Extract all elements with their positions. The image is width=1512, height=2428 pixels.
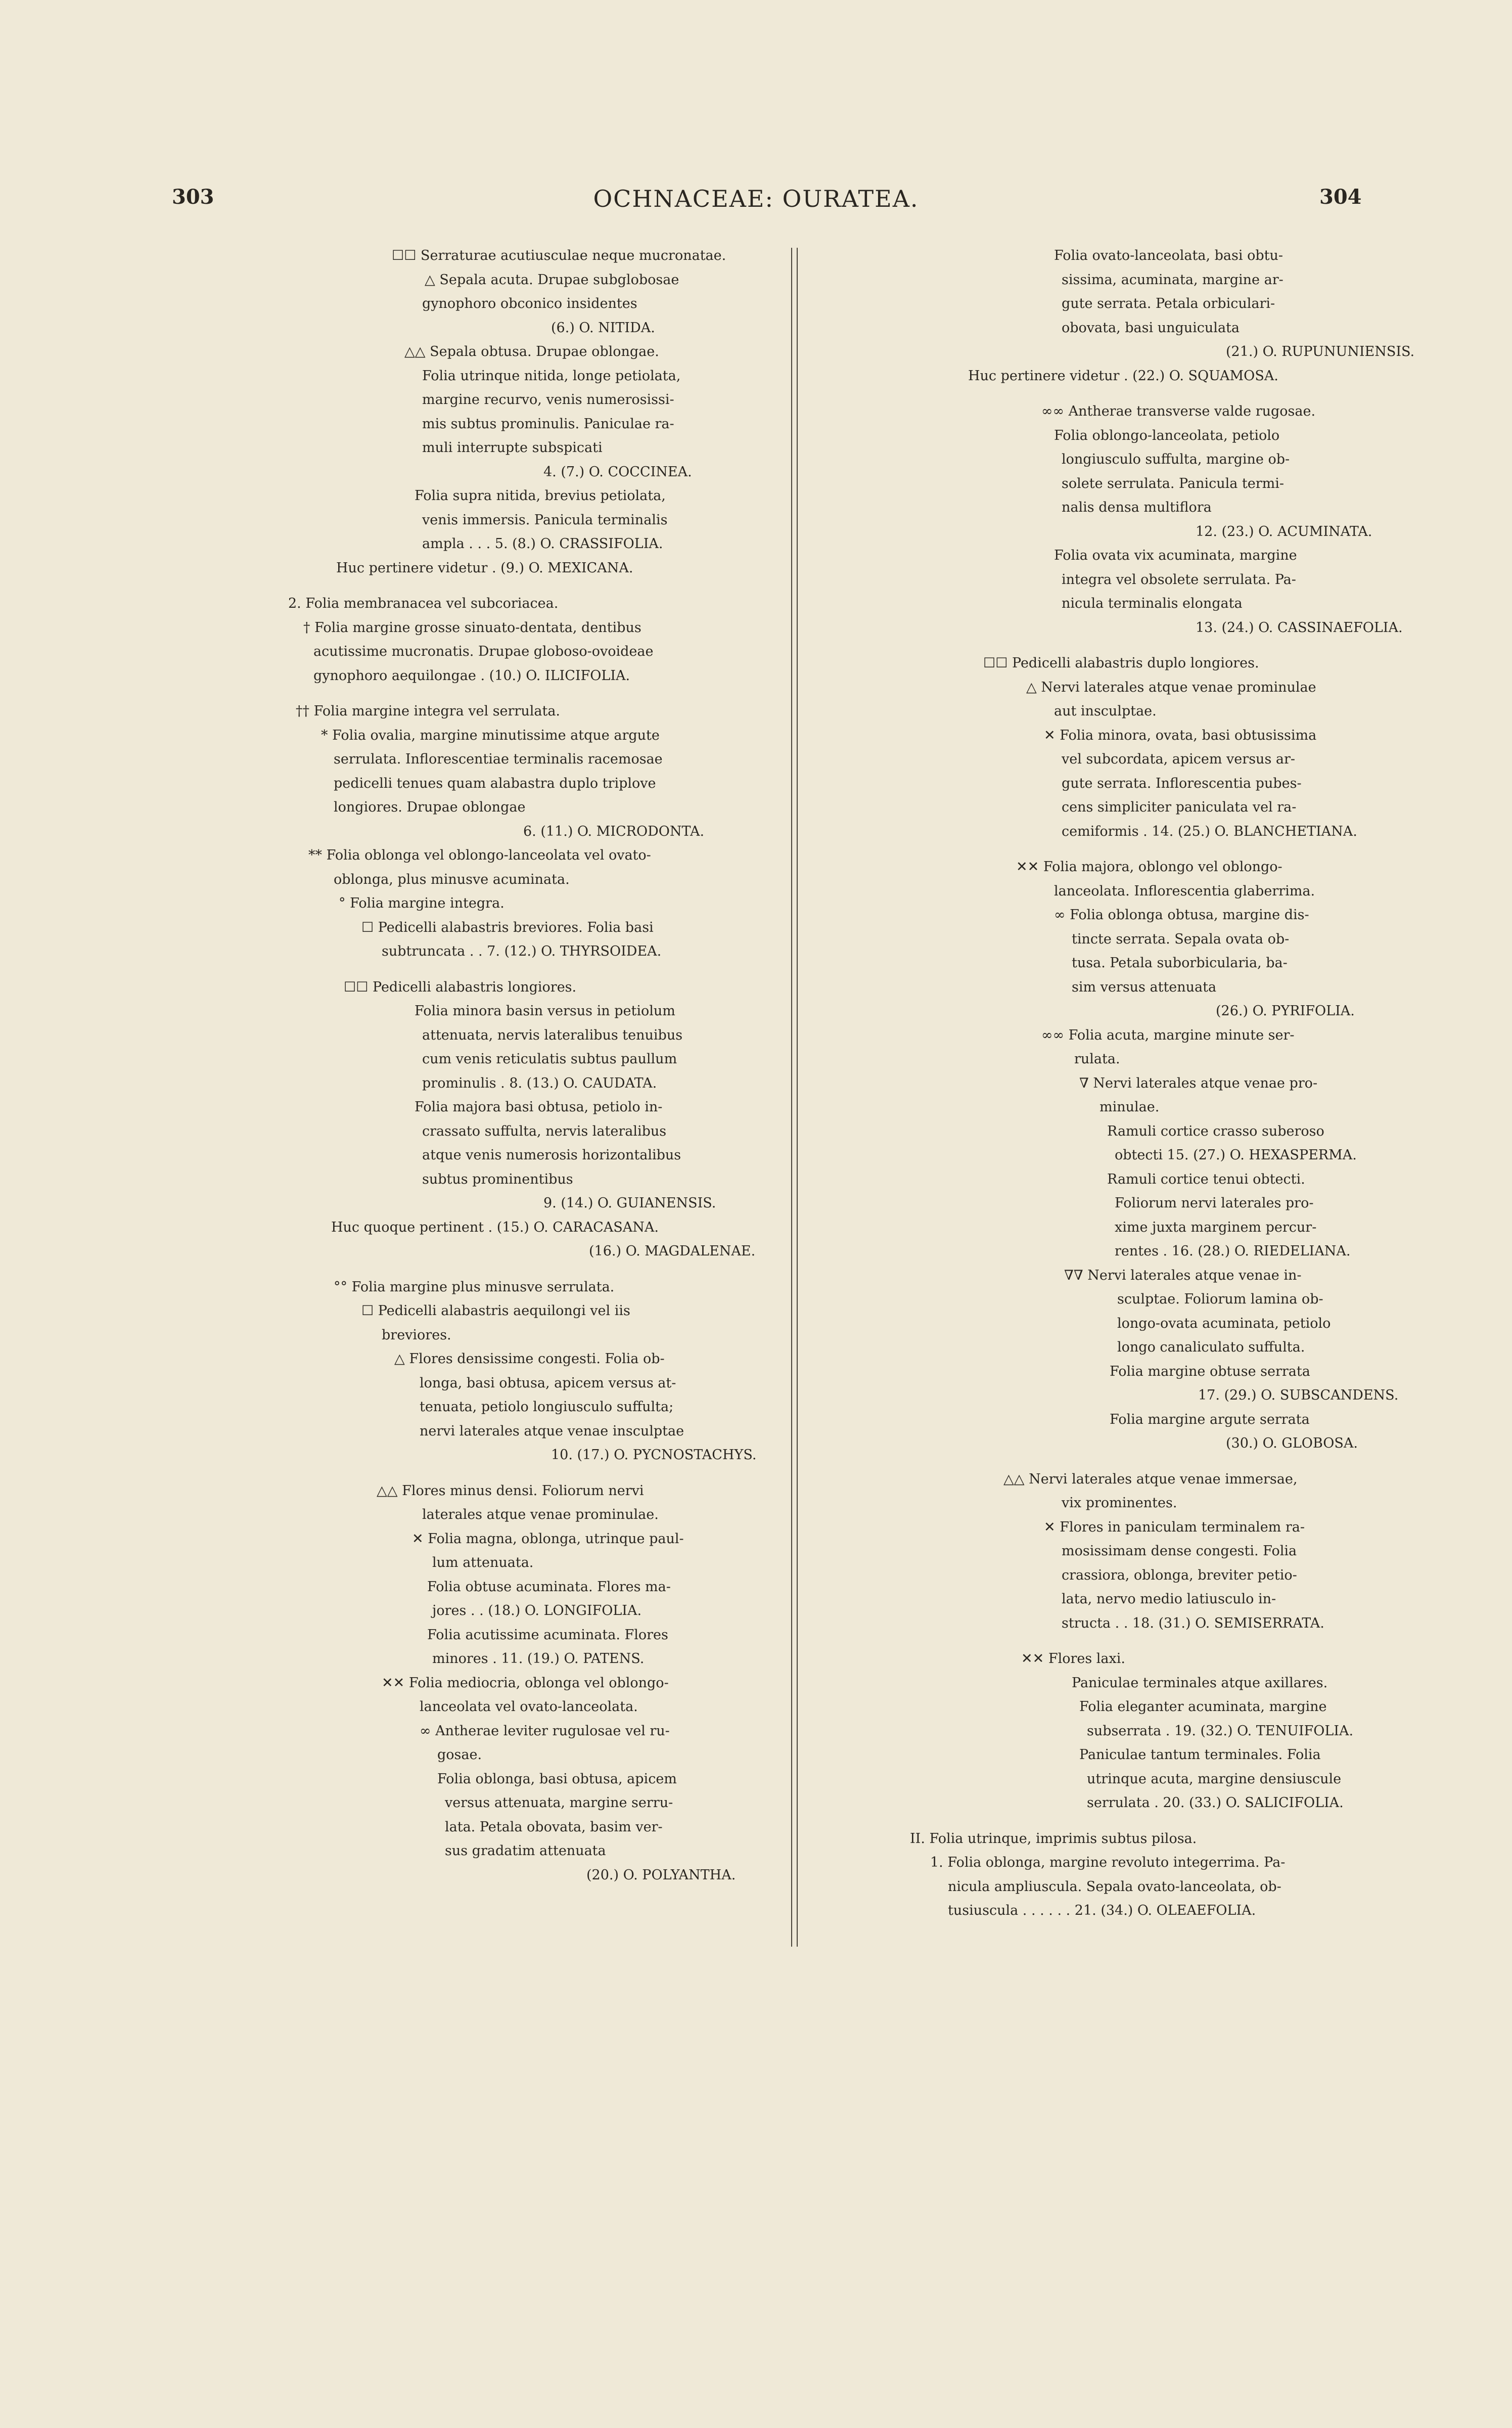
text-line: lanceolata vel ovato-lanceolata. [420, 1699, 638, 1715]
text-line: sim versus attenuata [1072, 979, 1217, 995]
text-line: minores . 11. (19.) O. PATENS. [432, 1651, 645, 1667]
text-line: * Folia ovalia, margine minutissime atque argute [321, 727, 660, 743]
text-line: Foliorum nervi laterales pro- [1115, 1195, 1314, 1211]
text-line: ☐☐ Serraturae acutiusculae neque mucronatae. [392, 248, 726, 263]
text-line: vel subcordata, apicem versus ar- [1062, 751, 1296, 767]
text-line: gute serrata. Petala orbiculari- [1062, 296, 1275, 311]
text-line: Folia majora basi obtusa, petiolo in- [415, 1099, 663, 1115]
text-line: venis immersis. Panicula terminalis [422, 512, 668, 528]
text-line [869, 388, 1375, 399]
text-line: (30.) O. GLOBOSA. [1226, 1435, 1358, 1451]
text-line: †† Folia margine integra vel serrulata. [296, 703, 560, 719]
text-line: gute serrata. Inflorescentia pubes- [1062, 775, 1302, 791]
text-line: nervi laterales atque venae insculptae [420, 1423, 684, 1439]
text-line: mosissimam dense congesti. Folia [1062, 1543, 1297, 1559]
running-title: OCHNACEAE: OURATEA. [593, 185, 919, 212]
text-line: longiores. Drupae oblongae [334, 799, 526, 815]
text-line: aut insculptae. [1054, 703, 1157, 719]
text-line: Ramuli cortice tenui obtecti. [1107, 1171, 1305, 1187]
text-line: ✕✕ Folia majora, oblongo vel oblongo- [1016, 859, 1282, 875]
text-line: sus gradatim attenuata [445, 1843, 606, 1859]
text-line: xime juxta marginem percur- [1115, 1219, 1317, 1235]
text-line [869, 1815, 1375, 1827]
text-line: cum venis reticulatis subtus paullum [422, 1051, 677, 1067]
text-line: vix prominentes. [1062, 1495, 1177, 1511]
text-line: longa, basi obtusa, apicem versus at- [420, 1375, 676, 1391]
text-line: pedicelli tenues quam alabastra duplo triplove [334, 775, 656, 791]
text-line [869, 640, 1375, 651]
text-line: Folia supra nitida, brevius petiolata, [415, 488, 666, 504]
text-line: Huc pertinere videtur . (9.) O. MEXICANA. [336, 560, 633, 576]
text-line: 12. (23.) O. ACUMINATA. [1196, 523, 1372, 539]
text-line: minulae. [1099, 1099, 1160, 1115]
text-line: 9. (14.) O. GUIANENSIS. [543, 1195, 716, 1211]
left-column [283, 244, 757, 1887]
text-line: breviores. [382, 1327, 451, 1343]
text-line: longo canaliculato suffulta. [1117, 1339, 1305, 1355]
text-line: lum attenuata. [432, 1555, 534, 1570]
text-line: lata, nervo medio latiusculo in- [1062, 1591, 1276, 1607]
text-line: Folia ovata vix acuminata, margine [1054, 548, 1297, 563]
text-line: △ Flores densissime congesti. Folia ob- [394, 1351, 665, 1367]
text-line: ✕ Flores in paniculam terminalem ra- [1044, 1519, 1305, 1535]
right-column [869, 244, 1415, 1923]
text-line: crassiora, oblonga, breviter petio- [1062, 1567, 1297, 1583]
page-number-left: 303 [172, 185, 214, 209]
text-line: (16.) O. MAGDALENAE. [589, 1243, 756, 1259]
text-line: serrulata . 20. (33.) O. SALICIFOLIA. [1087, 1795, 1344, 1811]
text-line: Huc quoque pertinent . (15.) O. CARACASANA. [331, 1219, 659, 1235]
text-line: °° Folia margine plus minusve serrulata. [334, 1279, 615, 1295]
text-line: 10. (17.) O. PYCNOSTACHYS. [551, 1447, 757, 1463]
text-line: △△ Sepala obtusa. Drupae oblongae. [404, 344, 659, 359]
text-line: margine recurvo, venis numerosissi- [422, 392, 674, 408]
text-line: versus attenuata, margine serru- [445, 1795, 673, 1811]
text-line: Folia eleganter acuminata, margine [1079, 1699, 1327, 1715]
text-line: Ramuli cortice crasso suberoso [1107, 1123, 1324, 1139]
text-line: ** Folia oblonga vel oblongo-lanceolata vel ovato- [308, 847, 651, 863]
text-line: obtecti 15. (27.) O. HEXASPERMA. [1115, 1147, 1357, 1163]
text-line: obovata, basi unguiculata [1062, 320, 1240, 336]
text-line: Huc pertinere videtur . (22.) O. SQUAMOSA. [968, 368, 1278, 384]
text-line: 17. (29.) O. SUBSCANDENS. [1198, 1387, 1399, 1403]
text-line: △△ Flores minus densi. Foliorum nervi [377, 1482, 644, 1499]
text-line: serrulata. Inflorescentiae terminalis racemosae [334, 751, 663, 767]
text-line: ∇ Nervi laterales atque venae pro- [1079, 1075, 1318, 1091]
text-line: Paniculae tantum terminales. Folia [1079, 1747, 1321, 1763]
text-line: Folia ovato-lanceolata, basi obtu- [1054, 248, 1283, 263]
text-line: ☐☐ Pedicelli alabastris duplo longiores. [983, 655, 1259, 671]
text-line: (20.) O. POLYANTHA. [586, 1867, 736, 1883]
text-line: jores . . (18.) O. LONGIFOLIA. [432, 1603, 642, 1618]
text-line: tusa. Petala suborbicularia, ba- [1072, 955, 1288, 971]
text-line: prominulis . 8. (13.) O. CAUDATA. [422, 1075, 657, 1091]
text-line: † Folia margine grosse sinuato-dentata, dentibus [303, 619, 642, 636]
text-line: sissima, acuminata, margine ar- [1062, 272, 1284, 288]
text-line: ∞ Antherae leviter rugulosae vel ru- [420, 1723, 670, 1739]
text-line [869, 843, 1375, 855]
text-line: longo-ovata acuminata, petiolo [1117, 1315, 1331, 1331]
text-line: atque venis numerosis horizontalibus [422, 1147, 681, 1163]
text-line: tincte serrata. Sepala ovata ob- [1072, 931, 1290, 947]
text-line: cens simpliciter paniculata vel ra- [1062, 799, 1297, 815]
text-line: solete serrulata. Panicula termi- [1062, 475, 1285, 491]
text-line: oblonga, plus minusve acuminata. [334, 871, 570, 887]
text-line [283, 1264, 738, 1275]
text-line: ° Folia margine integra. [339, 895, 505, 911]
text-line [283, 1467, 738, 1479]
text-line [869, 1456, 1375, 1467]
text-line [869, 1635, 1375, 1647]
text-line: Folia margine argute serrata [1110, 1411, 1310, 1427]
text-line: muli interrupte subspicati [422, 440, 603, 456]
text-line: tusiuscula . . . . . . 21. (34.) O. OLEAEFOLIA. [948, 1903, 1256, 1918]
text-line: crassato suffulta, nervis lateralibus [422, 1123, 667, 1139]
page-header [0, 185, 1512, 215]
text-line: (6.) O. NITIDA. [551, 320, 655, 336]
text-line: 1. Folia oblonga, margine revoluto integerrima. Pa- [930, 1855, 1286, 1870]
text-line: II. Folia utrinque, imprimis subtus pilosa. [910, 1830, 1197, 1847]
text-line: gosae. [437, 1747, 482, 1763]
text-line: ∞∞ Antherae transverse valde rugosae. [1041, 403, 1316, 419]
text-line: 4. (7.) O. COCCINEA. [543, 464, 692, 480]
text-line: Folia margine obtuse serrata [1110, 1363, 1310, 1379]
text-line: Folia obtuse acuminata. Flores ma- [427, 1579, 671, 1595]
text-line: nicula terminalis elongata [1062, 596, 1243, 611]
text-line: Folia utrinque nitida, longe petiolata, [422, 368, 681, 384]
text-line: longiusculo suffulta, margine ob- [1062, 452, 1290, 467]
text-line: subtus prominentibus [422, 1171, 573, 1187]
text-line: laterales atque venae prominulae. [422, 1507, 659, 1522]
text-line: sculptae. Foliorum lamina ob- [1117, 1291, 1323, 1307]
text-line: gynophoro obconico insidentes [422, 296, 637, 311]
text-line: △ Sepala acuta. Drupae subglobosae [425, 272, 679, 288]
text-line: mis subtus prominulis. Paniculae ra- [422, 416, 674, 432]
text-line: rulata. [1074, 1051, 1120, 1067]
text-line: gynophoro aequilongae . (10.) O. ILICIFOLIA. [313, 667, 630, 684]
text-line: ☐ Pedicelli alabastris breviores. Folia basi [361, 919, 654, 935]
text-line: ✕ Folia magna, oblonga, utrinque paul- [412, 1531, 684, 1547]
text-line: cemiformis . 14. (25.) O. BLANCHETIANA. [1062, 823, 1357, 839]
text-line: 2. Folia membranacea vel subcoriacea. [288, 596, 559, 611]
text-line: ∞ Folia oblonga obtusa, margine dis- [1054, 907, 1309, 923]
text-line: nalis densa multiflora [1062, 500, 1212, 515]
text-line: ✕✕ Folia mediocria, oblonga vel oblongo- [382, 1675, 669, 1691]
text-line: Folia minora basin versus in petiolum [415, 1003, 675, 1019]
page-number-right: 304 [1319, 185, 1362, 209]
text-line: ∇∇ Nervi laterales atque venae in- [1064, 1267, 1302, 1283]
text-line: ∞∞ Folia acuta, margine minute ser- [1041, 1027, 1295, 1043]
text-line: Folia oblonga, basi obtusa, apicem [437, 1771, 677, 1787]
text-line: tenuata, petiolo longiusculo suffulta; [420, 1399, 674, 1415]
text-line: rentes . 16. (28.) O. RIEDELIANA. [1115, 1243, 1351, 1259]
text-line: integra vel obsolete serrulata. Pa- [1062, 571, 1296, 588]
text-line: △△ Nervi laterales atque venae immersae, [1003, 1471, 1298, 1487]
text-line [283, 580, 738, 592]
text-line: lata. Petala obovata, basim ver- [445, 1819, 663, 1835]
text-line: ✕ Folia minora, ovata, basi obtusissima [1044, 727, 1317, 743]
text-line: Folia oblongo-lanceolata, petiolo [1054, 427, 1280, 443]
text-line: utrinque acuta, margine densiuscule [1087, 1771, 1342, 1787]
text-line: Paniculae terminales atque axillares. [1072, 1675, 1328, 1691]
column-divider [791, 248, 798, 1947]
text-line: attenuata, nervis lateralibus tenuibus [422, 1027, 683, 1043]
text-line [283, 688, 738, 699]
text-line: structa . . 18. (31.) O. SEMISERRATA. [1062, 1615, 1324, 1631]
text-line: Folia acutissime acuminata. Flores [427, 1627, 668, 1643]
text-line: subserrata . 19. (32.) O. TENUIFOLIA. [1087, 1723, 1354, 1739]
text-line: subtruncata . . 7. (12.) O. THYRSOIDEA. [382, 943, 662, 959]
text-line [283, 964, 738, 975]
text-line: (21.) O. RUPUNUNIENSIS. [1226, 344, 1415, 359]
text-line: nicula ampliuscula. Sepala ovato-lanceolata, ob- [948, 1878, 1281, 1895]
text-line: (26.) O. PYRIFOLIA. [1216, 1003, 1355, 1019]
text-line: ☐☐ Pedicelli alabastris longiores. [344, 979, 577, 995]
text-line: ☐ Pedicelli alabastris aequilongi vel iis [361, 1303, 630, 1319]
text-line: ampla . . . 5. (8.) O. CRASSIFOLIA. [422, 536, 663, 552]
text-line: acutissime mucronatis. Drupae globoso-ovoideae [313, 644, 654, 659]
text-line: △ Nervi laterales atque venae prominulae [1026, 679, 1316, 695]
text-line: ✕✕ Flores laxi. [1021, 1651, 1125, 1667]
text-line: 6. (11.) O. MICRODONTA. [523, 823, 705, 839]
text-line: 13. (24.) O. CASSINAEFOLIA. [1196, 619, 1403, 636]
text-line: lanceolata. Inflorescentia glaberrima. [1054, 883, 1315, 899]
